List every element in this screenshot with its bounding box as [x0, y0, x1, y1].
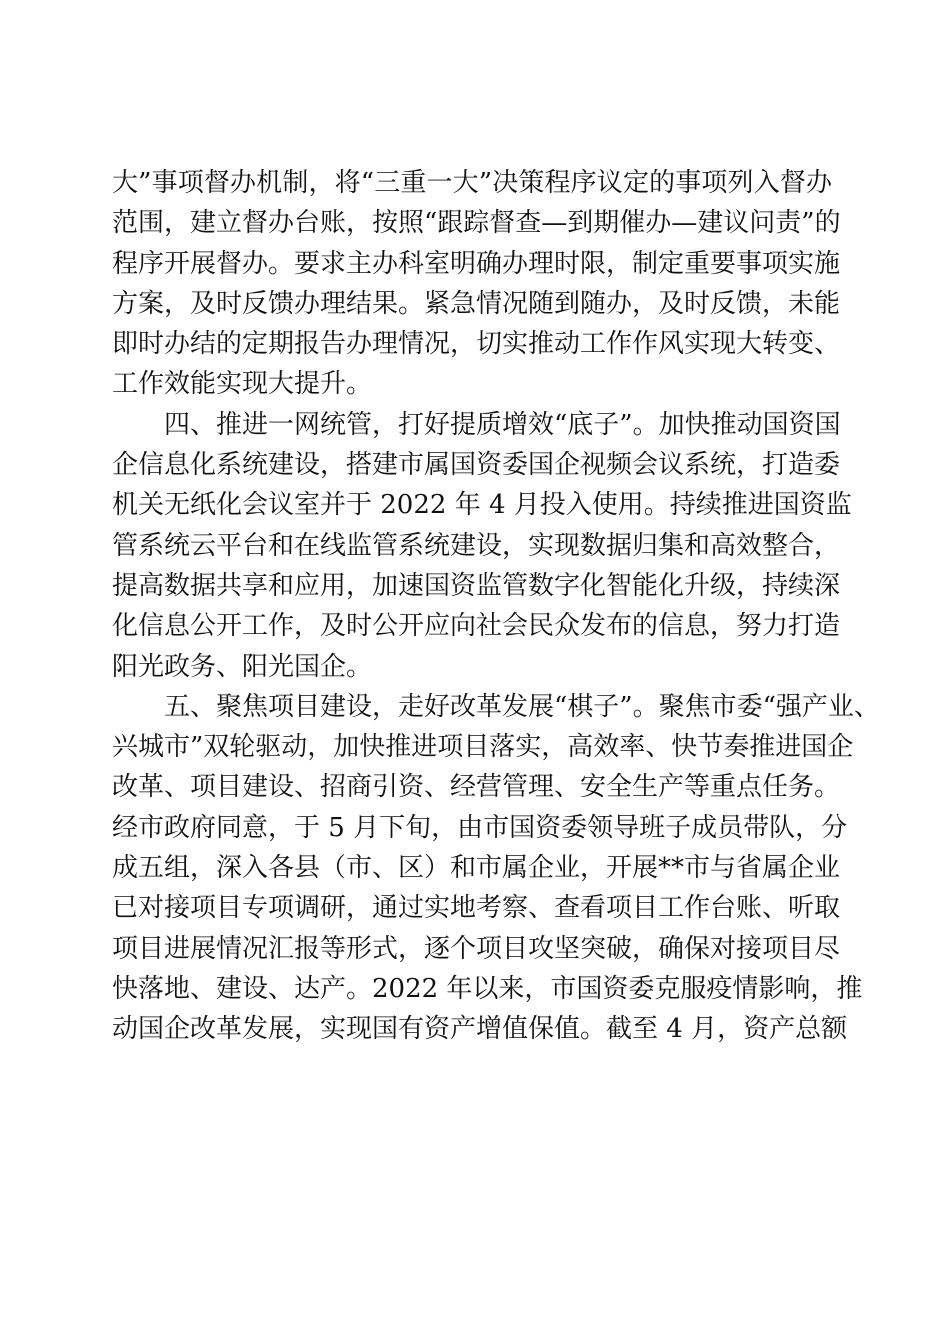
text-line: 工作效能实现大提升。: [112, 369, 373, 400]
text-line: 项目进展情况汇报等形式，逐个项目攻坚突破，确保对接项目尽: [112, 933, 841, 964]
paragraph-supervision-mechanism: [112, 163, 841, 405]
text-line: 企信息化系统建设，搭建市属国资委国企视频会议系统，打造委: [112, 450, 841, 481]
document-body: [112, 163, 880, 1050]
text-line: 快落地、建设、达产。2022 年以来，市国资委克服疫情影响，推: [112, 973, 863, 1004]
text-line: 改革、项目建设、招商引资、经营管理、安全生产等重点任务。: [112, 772, 841, 803]
text-line: 动国企改革发展，实现国有资产增值保值。截至 4 月，资产总额: [112, 1014, 848, 1045]
text-line: 兴城市”双轮驱动，加快推进项目落实，高效率、快节奏推进国企: [112, 732, 854, 763]
paragraph-section-five: [112, 687, 880, 1050]
text-line: 阳光政务、阳光国企。: [112, 651, 373, 682]
text-line: 大”事项督办机制，将“三重一大”决策程序议定的事项列入督办: [112, 168, 832, 198]
text-line: 程序开展督办。要求主办科室明确办理时限，制定重要事项实施: [112, 248, 841, 279]
text-line: 提高数据共享和应用，加速国资监管数字化智能化升级，持续深: [112, 570, 841, 601]
text-line: 已对接项目专项调研，通过实地考察、查看项目工作台账、听取: [112, 893, 841, 924]
paragraph-section-four: [112, 405, 852, 687]
text-line: 范围，建立督办台账，按照“跟踪督查—到期催办—建议问责”的: [112, 208, 841, 239]
text-line: 成五组，深入各县（市、区）和市属企业，开展**市与省属企业: [112, 853, 841, 884]
text-line: 经市政府同意，于 5 月下旬，由市国资委领导班子成员带队，分: [112, 812, 848, 843]
text-line: 机关无纸化会议室并于 2022 年 4 月投入使用。持续推进国资监: [112, 490, 852, 521]
text-line: 管系统云平台和在线监管系统建设，实现数据归集和高效整合，: [112, 530, 841, 561]
text-line: 四、推进一网统管，打好提质增效“底子”。加快推动国资国: [164, 409, 841, 440]
text-line: 化信息公开工作，及时公开应向社会民众发布的信息，努力打造: [112, 611, 841, 642]
text-line: 五、聚焦项目建设，走好改革发展“棋子”。聚焦市委“强产业、: [164, 691, 880, 722]
text-line: 方案，及时反馈办理结果。紧急情况随到随办，及时反馈，未能: [112, 288, 841, 319]
text-line: 即时办结的定期报告办理情况，切实推动工作作风实现大转变、: [112, 329, 841, 360]
